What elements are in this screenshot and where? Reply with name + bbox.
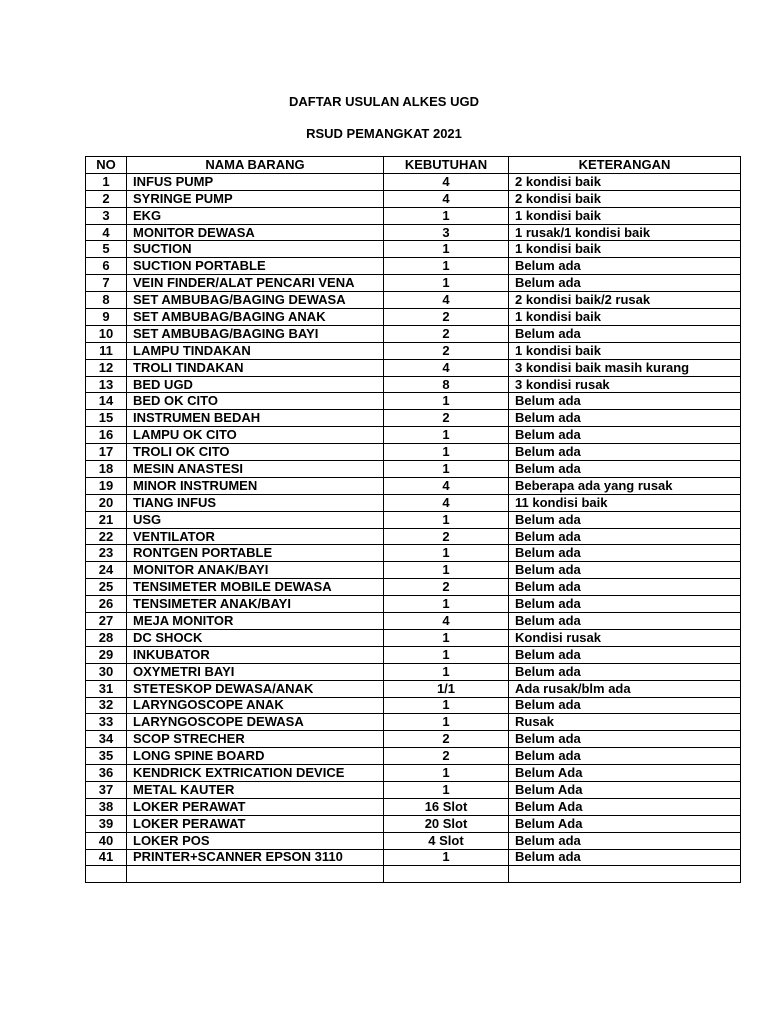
cell-kebutuhan: 1: [384, 427, 509, 444]
cell-no: 38: [86, 798, 127, 815]
cell-no: 41: [86, 849, 127, 866]
cell-kebutuhan: 2: [384, 528, 509, 545]
cell-kebutuhan: 1: [384, 545, 509, 562]
table-row: [86, 596, 741, 613]
cell-keterangan: Kondisi rusak: [509, 629, 741, 646]
table-row: [86, 832, 741, 849]
cell-nama-barang: TENSIMETER MOBILE DEWASA: [127, 579, 384, 596]
cell-no: 3: [86, 207, 127, 224]
cell-no: 6: [86, 258, 127, 275]
cell-keterangan: Belum ada: [509, 613, 741, 630]
cell-kebutuhan: 4: [384, 613, 509, 630]
cell-keterangan: 11 kondisi baik: [509, 494, 741, 511]
cell-no: 10: [86, 325, 127, 342]
cell-no: 12: [86, 359, 127, 376]
cell-nama-barang: EKG: [127, 207, 384, 224]
cell-nama-barang: TIANG INFUS: [127, 494, 384, 511]
cell-nama-barang: INFUS PUMP: [127, 173, 384, 190]
header-no: NO: [86, 157, 127, 174]
table-row: [86, 477, 741, 494]
cell-nama-barang: OXYMETRI BAYI: [127, 663, 384, 680]
cell-nama-barang: LOKER PERAWAT: [127, 798, 384, 815]
cell-keterangan: Belum Ada: [509, 781, 741, 798]
cell-keterangan: 3 kondisi baik masih kurang: [509, 359, 741, 376]
cell-nama-barang: METAL KAUTER: [127, 781, 384, 798]
cell-kebutuhan: 1/1: [384, 680, 509, 697]
cell-no: 35: [86, 748, 127, 765]
cell-no: 1: [86, 173, 127, 190]
cell-no: 19: [86, 477, 127, 494]
cell-no: 2: [86, 190, 127, 207]
cell-nama-barang: SET AMBUBAG/BAGING ANAK: [127, 309, 384, 326]
table-row: [86, 275, 741, 292]
cell-nama-barang: RONTGEN PORTABLE: [127, 545, 384, 562]
table-row: [86, 207, 741, 224]
cell-keterangan: Belum ada: [509, 748, 741, 765]
cell-nama-barang: MONITOR ANAK/BAYI: [127, 562, 384, 579]
cell-no: 7: [86, 275, 127, 292]
cell-no: 13: [86, 376, 127, 393]
cell-keterangan: Belum Ada: [509, 765, 741, 782]
cell-kebutuhan: 2: [384, 748, 509, 765]
cell-nama-barang: LOKER POS: [127, 832, 384, 849]
cell-keterangan: Belum ada: [509, 393, 741, 410]
cell-no: 18: [86, 461, 127, 478]
cell-kebutuhan: 1: [384, 511, 509, 528]
cell-keterangan: Belum ada: [509, 258, 741, 275]
cell-nama-barang: STETESKOP DEWASA/ANAK: [127, 680, 384, 697]
table-row: [86, 258, 741, 275]
table-row: [86, 815, 741, 832]
cell-no: 23: [86, 545, 127, 562]
table-row: [86, 613, 741, 630]
cell-no: 40: [86, 832, 127, 849]
cell-kebutuhan: [384, 866, 509, 883]
cell-kebutuhan: 1: [384, 663, 509, 680]
cell-keterangan: Belum Ada: [509, 815, 741, 832]
cell-keterangan: Belum ada: [509, 545, 741, 562]
table-row: [86, 849, 741, 866]
table-row: [86, 748, 741, 765]
cell-no: 4: [86, 224, 127, 241]
cell-no: 16: [86, 427, 127, 444]
cell-keterangan: 2 kondisi baik: [509, 190, 741, 207]
table-row: [86, 646, 741, 663]
cell-kebutuhan: 2: [384, 579, 509, 596]
cell-nama-barang: SYRINGE PUMP: [127, 190, 384, 207]
cell-keterangan: 2 kondisi baik: [509, 173, 741, 190]
cell-nama-barang: SUCTION: [127, 241, 384, 258]
cell-no: 22: [86, 528, 127, 545]
cell-keterangan: 1 kondisi baik: [509, 342, 741, 359]
cell-nama-barang: SET AMBUBAG/BAGING DEWASA: [127, 292, 384, 309]
cell-keterangan: 1 rusak/1 kondisi baik: [509, 224, 741, 241]
cell-no: 24: [86, 562, 127, 579]
cell-kebutuhan: 4: [384, 477, 509, 494]
cell-no: 25: [86, 579, 127, 596]
cell-kebutuhan: 2: [384, 342, 509, 359]
cell-kebutuhan: 3: [384, 224, 509, 241]
table-row: [86, 376, 741, 393]
cell-kebutuhan: 1: [384, 258, 509, 275]
cell-nama-barang: MEJA MONITOR: [127, 613, 384, 630]
cell-keterangan: 2 kondisi baik/2 rusak: [509, 292, 741, 309]
header-nama-barang: NAMA BARANG: [127, 157, 384, 174]
cell-no: 32: [86, 697, 127, 714]
table-row: [86, 697, 741, 714]
cell-kebutuhan: 1: [384, 849, 509, 866]
header-keterangan: KETERANGAN: [509, 157, 741, 174]
table-row: [86, 528, 741, 545]
table-row: [86, 444, 741, 461]
cell-nama-barang: LOKER PERAWAT: [127, 815, 384, 832]
cell-keterangan: Belum ada: [509, 646, 741, 663]
cell-keterangan: [509, 866, 741, 883]
cell-nama-barang: TROLI TINDAKAN: [127, 359, 384, 376]
cell-nama-barang: SUCTION PORTABLE: [127, 258, 384, 275]
cell-no: 20: [86, 494, 127, 511]
table-row: [86, 342, 741, 359]
cell-keterangan: Ada rusak/blm ada: [509, 680, 741, 697]
table-row: [86, 325, 741, 342]
cell-nama-barang: LARYNGOSCOPE DEWASA: [127, 714, 384, 731]
cell-no: [86, 866, 127, 883]
cell-nama-barang: LAMPU TINDAKAN: [127, 342, 384, 359]
cell-keterangan: Belum ada: [509, 511, 741, 528]
table-row: [86, 731, 741, 748]
table-row: [86, 562, 741, 579]
document-title: DAFTAR USULAN ALKES UGD: [289, 94, 479, 109]
cell-nama-barang: USG: [127, 511, 384, 528]
table-row: [86, 765, 741, 782]
cell-no: 36: [86, 765, 127, 782]
table-row: [86, 173, 741, 190]
cell-kebutuhan: 2: [384, 410, 509, 427]
cell-kebutuhan: 4 Slot: [384, 832, 509, 849]
cell-kebutuhan: 1: [384, 207, 509, 224]
cell-nama-barang: MONITOR DEWASA: [127, 224, 384, 241]
table-row: [86, 410, 741, 427]
cell-keterangan: Belum ada: [509, 731, 741, 748]
cell-kebutuhan: 1: [384, 781, 509, 798]
table-row: [86, 781, 741, 798]
cell-keterangan: Rusak: [509, 714, 741, 731]
cell-kebutuhan: 1: [384, 765, 509, 782]
cell-keterangan: Belum ada: [509, 410, 741, 427]
cell-no: 30: [86, 663, 127, 680]
cell-keterangan: 1 kondisi baik: [509, 241, 741, 258]
cell-keterangan: Belum ada: [509, 275, 741, 292]
cell-kebutuhan: 1: [384, 697, 509, 714]
cell-no: 14: [86, 393, 127, 410]
table-row: [86, 798, 741, 815]
table-row: [86, 292, 741, 309]
cell-nama-barang: DC SHOCK: [127, 629, 384, 646]
cell-kebutuhan: 4: [384, 292, 509, 309]
table-row: [86, 427, 741, 444]
cell-keterangan: 1 kondisi baik: [509, 207, 741, 224]
cell-kebutuhan: 20 Slot: [384, 815, 509, 832]
cell-kebutuhan: 1: [384, 714, 509, 731]
table-row: [86, 545, 741, 562]
table-row: [86, 461, 741, 478]
cell-no: 11: [86, 342, 127, 359]
cell-nama-barang: [127, 866, 384, 883]
cell-no: 31: [86, 680, 127, 697]
cell-keterangan: Belum ada: [509, 325, 741, 342]
cell-keterangan: Belum Ada: [509, 798, 741, 815]
cell-nama-barang: LONG SPINE BOARD: [127, 748, 384, 765]
cell-keterangan: Belum ada: [509, 832, 741, 849]
cell-nama-barang: SCOP STRECHER: [127, 731, 384, 748]
table-row: [86, 359, 741, 376]
cell-kebutuhan: 4: [384, 173, 509, 190]
table-body: [86, 173, 741, 882]
cell-kebutuhan: 1: [384, 393, 509, 410]
cell-kebutuhan: 2: [384, 309, 509, 326]
cell-nama-barang: VENTILATOR: [127, 528, 384, 545]
cell-kebutuhan: 1: [384, 444, 509, 461]
cell-nama-barang: MINOR INSTRUMEN: [127, 477, 384, 494]
cell-no: 17: [86, 444, 127, 461]
cell-no: 34: [86, 731, 127, 748]
table-row: [86, 241, 741, 258]
table-row: [86, 629, 741, 646]
cell-no: 33: [86, 714, 127, 731]
cell-kebutuhan: 4: [384, 190, 509, 207]
cell-keterangan: Belum ada: [509, 528, 741, 545]
cell-kebutuhan: 1: [384, 241, 509, 258]
cell-keterangan: Belum ada: [509, 427, 741, 444]
cell-kebutuhan: 1: [384, 596, 509, 613]
cell-kebutuhan: 2: [384, 731, 509, 748]
cell-no: 37: [86, 781, 127, 798]
table-row: [86, 680, 741, 697]
cell-nama-barang: SET AMBUBAG/BAGING BAYI: [127, 325, 384, 342]
cell-kebutuhan: 16 Slot: [384, 798, 509, 815]
table-row: [86, 866, 741, 883]
cell-keterangan: Belum ada: [509, 663, 741, 680]
cell-keterangan: Belum ada: [509, 444, 741, 461]
cell-kebutuhan: 4: [384, 494, 509, 511]
cell-no: 39: [86, 815, 127, 832]
header-kebutuhan: KEBUTUHAN: [384, 157, 509, 174]
cell-nama-barang: INKUBATOR: [127, 646, 384, 663]
cell-kebutuhan: 2: [384, 325, 509, 342]
cell-kebutuhan: 1: [384, 646, 509, 663]
cell-keterangan: 3 kondisi rusak: [509, 376, 741, 393]
cell-no: 8: [86, 292, 127, 309]
table-row: [86, 224, 741, 241]
cell-nama-barang: LARYNGOSCOPE ANAK: [127, 697, 384, 714]
cell-keterangan: Belum ada: [509, 562, 741, 579]
cell-no: 27: [86, 613, 127, 630]
table-row: [86, 393, 741, 410]
cell-no: 21: [86, 511, 127, 528]
cell-no: 9: [86, 309, 127, 326]
table-row: [86, 190, 741, 207]
table-header-row: [86, 157, 741, 174]
cell-nama-barang: VEIN FINDER/ALAT PENCARI VENA: [127, 275, 384, 292]
cell-kebutuhan: 1: [384, 629, 509, 646]
cell-no: 15: [86, 410, 127, 427]
cell-no: 5: [86, 241, 127, 258]
table-row: [86, 663, 741, 680]
cell-kebutuhan: 1: [384, 461, 509, 478]
cell-nama-barang: KENDRICK EXTRICATION DEVICE: [127, 765, 384, 782]
table-row: [86, 494, 741, 511]
cell-no: 26: [86, 596, 127, 613]
equipment-table: [85, 156, 741, 883]
cell-kebutuhan: 8: [384, 376, 509, 393]
cell-keterangan: 1 kondisi baik: [509, 309, 741, 326]
cell-keterangan: Belum ada: [509, 579, 741, 596]
cell-nama-barang: TENSIMETER ANAK/BAYI: [127, 596, 384, 613]
cell-no: 28: [86, 629, 127, 646]
cell-nama-barang: BED OK CITO: [127, 393, 384, 410]
cell-nama-barang: TROLI OK CITO: [127, 444, 384, 461]
cell-keterangan: Belum ada: [509, 461, 741, 478]
cell-keterangan: Beberapa ada yang rusak: [509, 477, 741, 494]
table-row: [86, 579, 741, 596]
cell-kebutuhan: 1: [384, 275, 509, 292]
table-row: [86, 511, 741, 528]
table-row: [86, 309, 741, 326]
cell-nama-barang: MESIN ANASTESI: [127, 461, 384, 478]
cell-no: 29: [86, 646, 127, 663]
cell-kebutuhan: 4: [384, 359, 509, 376]
cell-nama-barang: PRINTER+SCANNER EPSON 3110: [127, 849, 384, 866]
cell-nama-barang: INSTRUMEN BEDAH: [127, 410, 384, 427]
cell-kebutuhan: 1: [384, 562, 509, 579]
cell-nama-barang: LAMPU OK CITO: [127, 427, 384, 444]
cell-keterangan: Belum ada: [509, 596, 741, 613]
cell-keterangan: Belum ada: [509, 697, 741, 714]
document-subtitle: RSUD PEMANGKAT 2021: [306, 126, 462, 141]
cell-keterangan: Belum ada: [509, 849, 741, 866]
table-row: [86, 714, 741, 731]
cell-nama-barang: BED UGD: [127, 376, 384, 393]
